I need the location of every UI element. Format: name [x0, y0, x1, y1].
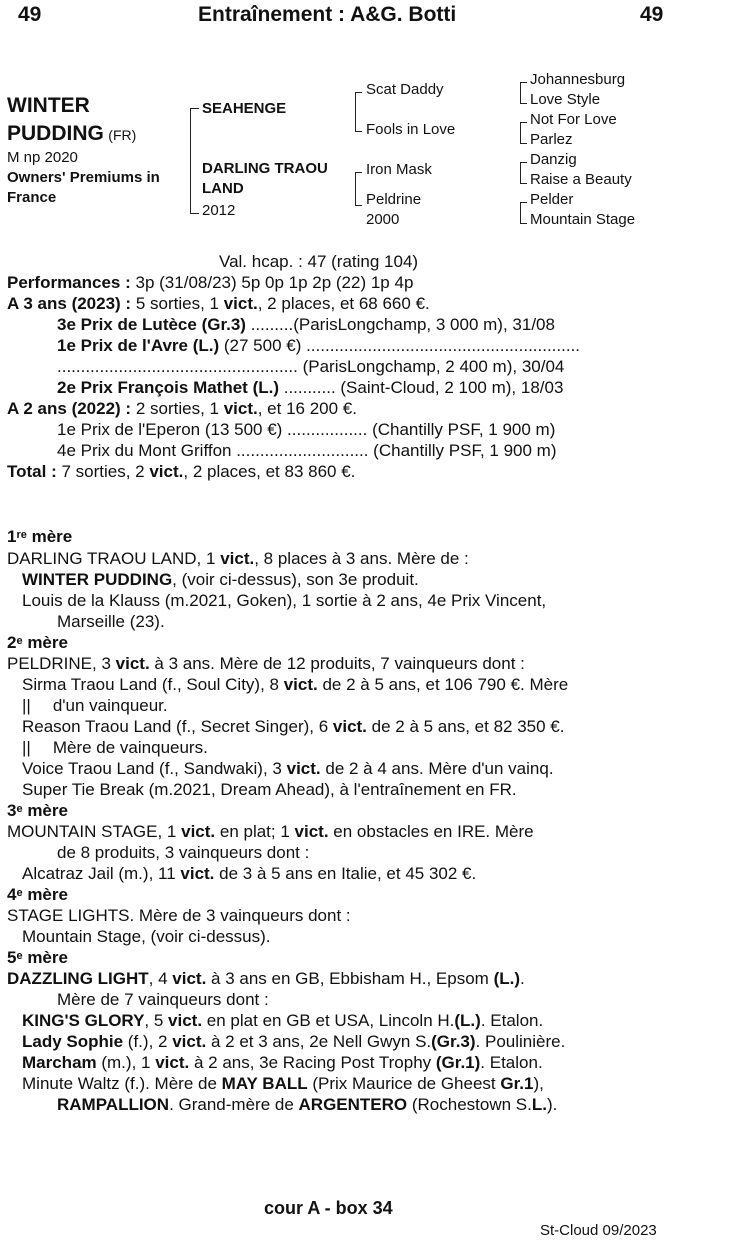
- dam3-line3: [22, 863, 476, 884]
- dam5-l4a: Lady Sophie: [22, 1032, 124, 1051]
- performances-label: Performances :: [7, 273, 131, 292]
- dam5-line4: [22, 1031, 565, 1052]
- g3-ancestor-1: Johannesburg: [530, 71, 626, 88]
- dam1-l1a: DARLING TRAOU LAND, 1: [7, 549, 221, 568]
- dam3-num: 3: [7, 801, 17, 820]
- g3-bracket-4: [520, 202, 527, 224]
- dam5-line7: [57, 1094, 557, 1115]
- dam1-l1b: vict.: [220, 549, 255, 568]
- dam5-l4b: (f.), 2: [123, 1032, 173, 1051]
- dam5-l5b: (m.), 1: [96, 1053, 156, 1072]
- dam4-line1: STAGE LIGHTS. Mère de 3 vainqueurs dont :: [7, 906, 351, 925]
- dam5-l3d: en plat en GB et USA, Lincoln H.: [202, 1011, 455, 1030]
- total-summary: [7, 461, 355, 482]
- dam5-l3c: vict.: [168, 1011, 203, 1030]
- dam3-l3c: de 3 à 5 ans en Italie, et 45 302 €.: [214, 864, 477, 883]
- dam5-l3a: KING'S GLORY: [22, 1011, 145, 1030]
- place-date: St-Cloud 09/2023: [540, 1222, 657, 1239]
- g3-ancestor-7: Pelder: [530, 191, 574, 208]
- age3-text: 5 sorties, 1: [135, 294, 224, 313]
- total-label: Total :: [7, 462, 57, 481]
- race-3-details: ........... (Saint-Cloud, 2 100 m), 18/03: [279, 378, 564, 397]
- dam1-l2b: , (voir ci-dessus), son 3e produit.: [172, 570, 419, 589]
- dam3-heading: [7, 800, 68, 821]
- dam5-l1b: , 4: [148, 969, 173, 988]
- dam2-word: mère: [22, 633, 68, 652]
- dam5-l7d: (Rochestown S.: [407, 1095, 532, 1114]
- dam1-line1: [7, 548, 469, 569]
- horse-name-line2: PUDDING: [7, 122, 104, 145]
- dam2-l6a: Voice Traou Land (f., Sandwaki), 3: [22, 759, 287, 778]
- performances-line: [7, 272, 413, 293]
- race-1-details: .........(ParisLongchamp, 3 000 m), 31/08: [245, 315, 555, 334]
- dam2-line4: [22, 716, 564, 737]
- dam5-l1e: (L.): [493, 969, 520, 988]
- dam-year: 2012: [202, 202, 236, 219]
- dam3-l3a: Alcatraz Jail (m.), 11: [22, 864, 181, 883]
- dam3-line1: [7, 821, 534, 842]
- dam5-l4f: . Poulinière.: [475, 1032, 566, 1051]
- age2-text: 2 sorties, 1: [131, 399, 224, 418]
- dam4-line2: Mountain Stage, (voir ci-dessus).: [22, 927, 271, 946]
- dam4-word: mère: [22, 885, 68, 904]
- dam1-l1c: , 8 places à 3 ans. Mère de :: [254, 549, 469, 568]
- dam5-l5e: (Gr.1): [435, 1053, 481, 1072]
- dam5-l4c: vict.: [172, 1032, 207, 1051]
- age3-vict: vict.: [223, 294, 258, 313]
- dam5-line3: [22, 1010, 543, 1031]
- dam2-l6b: vict.: [286, 759, 321, 778]
- age3-text-end: , 2 places, et 68 660 €.: [257, 294, 430, 313]
- dam1-heading: [7, 526, 72, 547]
- race-1-name: 3e Prix de Lutèce (Gr.3): [57, 315, 246, 334]
- g3-ancestor-2: Love Style: [530, 91, 601, 108]
- dam2-line2: [22, 674, 568, 695]
- horse-name-line2-wrap: [7, 120, 136, 148]
- page-number-left: 49: [18, 3, 42, 26]
- dam1-l2a: WINTER PUDDING: [22, 570, 173, 589]
- race-2-name: 1e Prix de l'Avre (L.): [57, 336, 220, 355]
- dam2-l2b: vict.: [283, 675, 318, 694]
- horse-sex-year: M np 2020: [7, 149, 78, 166]
- box-location: cour A - box 34: [264, 1198, 393, 1218]
- dam5-line5: [22, 1052, 543, 1073]
- dam5-line6: [22, 1073, 544, 1094]
- age3-label: A 3 ans (2023) :: [7, 294, 132, 313]
- page-number-right: 49: [640, 3, 664, 26]
- dam5-l3b: , 5: [144, 1011, 169, 1030]
- dam5-l7e: L.: [531, 1095, 547, 1114]
- dam-dam-year: 2000: [366, 211, 400, 228]
- g3-bracket-1: [520, 82, 527, 104]
- age2-summary: [7, 398, 357, 419]
- dam5-l1d: à 3 ans en GB, Ebbisham H., Epsom: [206, 969, 494, 988]
- dam1-sup: re: [16, 529, 27, 541]
- dam5-l3f: . Etalon.: [480, 1011, 544, 1030]
- race-result-5: 4e Prix du Mont Griffon ............................ (Chantilly PSF, 1 900 m): [57, 441, 557, 460]
- horse-origin: (FR): [108, 127, 137, 143]
- g3-bracket-3: [520, 162, 527, 184]
- dam2-l2a: Sirma Traou Land (f., Soul City), 8: [22, 675, 284, 694]
- age3-summary: [7, 293, 430, 314]
- dam5-l5f: . Etalon.: [480, 1053, 543, 1072]
- dam5-l1a: DAZZLING LIGHT: [7, 969, 149, 988]
- total-text: 7 sorties, 2: [56, 462, 150, 481]
- dam2-sup: e: [16, 635, 23, 647]
- dam5-l4e: (Gr.3): [431, 1032, 476, 1051]
- total-text-end: , 2 places, et 83 860 €.: [183, 462, 356, 481]
- dam2-num: 2: [7, 633, 17, 652]
- dam2-l1b: vict.: [115, 654, 150, 673]
- dam3-l1d: vict.: [294, 822, 329, 841]
- pedigree-bracket-sire: [355, 92, 362, 132]
- dam5-l7a: RAMPALLION: [57, 1095, 170, 1114]
- sire-name: SEAHENGE: [202, 100, 287, 117]
- age2-vict: vict.: [223, 399, 258, 418]
- dam4-sup: e: [16, 887, 23, 899]
- dam5-heading: [7, 947, 68, 968]
- dam2-l5b: Mère de vainqueurs.: [52, 738, 208, 757]
- dam5-l1f: .: [520, 969, 525, 988]
- dam-sire: Iron Mask: [366, 161, 432, 178]
- horse-name-line1: WINTER: [7, 94, 90, 117]
- dam1-line4: Marseille (23).: [57, 612, 165, 631]
- race-3-name: 2e Prix François Mathet (L.): [57, 378, 279, 397]
- dam5-l7c: ARGENTERO: [298, 1095, 408, 1114]
- dam-name-line1: DARLING TRAOU: [202, 160, 328, 177]
- g3-ancestor-5: Danzig: [530, 151, 577, 168]
- dam5-l3e: (L.): [454, 1011, 481, 1030]
- dam3-word: mère: [22, 801, 68, 820]
- dam4-num: 4: [7, 885, 17, 904]
- dam1-line2: [22, 569, 419, 590]
- dam2-l1c: à 3 ans. Mère de 12 produits, 7 vainqueurs dont :: [149, 654, 525, 673]
- pedigree-bracket-dam: [355, 172, 362, 206]
- dam2-l4c: de 2 à 5 ans, et 82 350 €.: [366, 717, 565, 736]
- dam4-heading: [7, 884, 68, 905]
- dam3-l3b: vict.: [180, 864, 215, 883]
- race-result-2-cont: ................................................... (ParisLongchamp, 2 400 m), 30/04: [57, 357, 565, 376]
- dam2-l6c: de 2 à 4 ans. Mère d'un vainq.: [320, 759, 554, 778]
- g3-ancestor-4: Parlez: [530, 131, 573, 148]
- dam2-line5: [22, 737, 208, 758]
- dam5-l1c: vict.: [172, 969, 207, 988]
- dam3-l1b: vict.: [181, 822, 216, 841]
- dam2-l2c: de 2 à 5 ans, et 106 790 €. Mère: [317, 675, 569, 694]
- dam2-l1a: PELDRINE, 3: [7, 654, 116, 673]
- dam2-l4b: vict.: [332, 717, 367, 736]
- dam2-line7: Super Tie Break (m.2021, Dream Ahead), à l'entraînement en FR.: [22, 780, 517, 799]
- owner-line1: Owners' Premiums in: [7, 169, 160, 186]
- handicap-rating: Val. hcap. : 47 (rating 104): [219, 252, 419, 271]
- dam2-line1: [7, 653, 525, 674]
- dam2-l3b: d'un vainqueur.: [52, 696, 168, 715]
- dam5-l6c: (Prix Maurice de Gheest: [307, 1074, 501, 1093]
- dam2-line6: [22, 758, 554, 779]
- dam2-l5a: ||: [22, 738, 31, 757]
- dam5-l5c: vict.: [155, 1053, 190, 1072]
- pedigree-bracket-main: [190, 108, 199, 214]
- dam1-line3: Louis de la Klauss (m.2021, Goken), 1 sortie à 2 ans, 4e Prix Vincent,: [22, 591, 547, 610]
- dam2-l3a: ||: [22, 696, 31, 715]
- dam5-l5a: Marcham: [22, 1053, 97, 1072]
- dam5-l7b: . Grand-mère de: [169, 1095, 299, 1114]
- performances-text: 3p (31/08/23) 5p 0p 1p 2p (22) 1p 4p: [135, 273, 414, 292]
- dam5-l6b: MAY BALL: [221, 1074, 308, 1093]
- dam1-num: 1: [7, 527, 17, 546]
- dam3-sup: e: [16, 803, 23, 815]
- dam2-heading: [7, 632, 68, 653]
- trainer-title: Entraînement : A&G. Botti: [198, 3, 457, 26]
- age2-label: A 2 ans (2022) :: [7, 399, 132, 418]
- dam2-line3: [22, 695, 168, 716]
- dam3-l1c: en plat; 1: [215, 822, 295, 841]
- dam5-line1: [7, 968, 525, 989]
- dam5-sup: e: [16, 950, 23, 962]
- sire-dam: Fools in Love: [366, 121, 456, 138]
- dam-dam: Peldrine: [366, 191, 422, 208]
- g3-ancestor-6: Raise a Beauty: [530, 171, 632, 188]
- dam5-l6a: Minute Waltz (f.). Mère de: [22, 1074, 222, 1093]
- dam5-l6d: Gr.1: [500, 1074, 534, 1093]
- g3-bracket-2: [520, 122, 527, 144]
- owner-line2: France: [7, 189, 57, 206]
- g3-ancestor-3: Not For Love: [530, 111, 617, 128]
- race-result-1: [57, 314, 555, 335]
- dam5-word: mère: [22, 948, 68, 967]
- dam5-num: 5: [7, 948, 17, 967]
- dam5-l6e: ),: [533, 1074, 544, 1093]
- total-vict: vict.: [149, 462, 184, 481]
- dam5-l7f: ).: [546, 1095, 558, 1114]
- dam1-word: mère: [26, 527, 73, 546]
- dam5-l4d: à 2 et 3 ans, 2e Nell Gwyn S.: [206, 1032, 432, 1051]
- dam2-l4a: Reason Traou Land (f., Secret Singer), 6: [22, 717, 333, 736]
- dam3-l1e: en obstacles en IRE. Mère: [328, 822, 534, 841]
- g3-ancestor-8: Mountain Stage: [530, 211, 636, 228]
- dam5-line2: Mère de 7 vainqueurs dont :: [57, 990, 269, 1009]
- race-result-4: 1e Prix de l'Eperon (13 500 €) ................. (Chantilly PSF, 1 900 m): [57, 420, 556, 439]
- dam3-l1a: MOUNTAIN STAGE, 1: [7, 822, 182, 841]
- age2-text-end: , et 16 200 €.: [257, 399, 357, 418]
- race-2-details: (27 500 €) ..........................................................: [219, 336, 581, 355]
- dam-name-line2: LAND: [202, 180, 244, 197]
- race-result-3: [57, 377, 563, 398]
- dam5-l5d: à 2 ans, 3e Racing Post Trophy: [189, 1053, 436, 1072]
- sire-sire: Scat Daddy: [366, 81, 444, 98]
- dam3-line2: de 8 produits, 3 vainqueurs dont :: [57, 843, 310, 862]
- race-result-2: [57, 335, 580, 356]
